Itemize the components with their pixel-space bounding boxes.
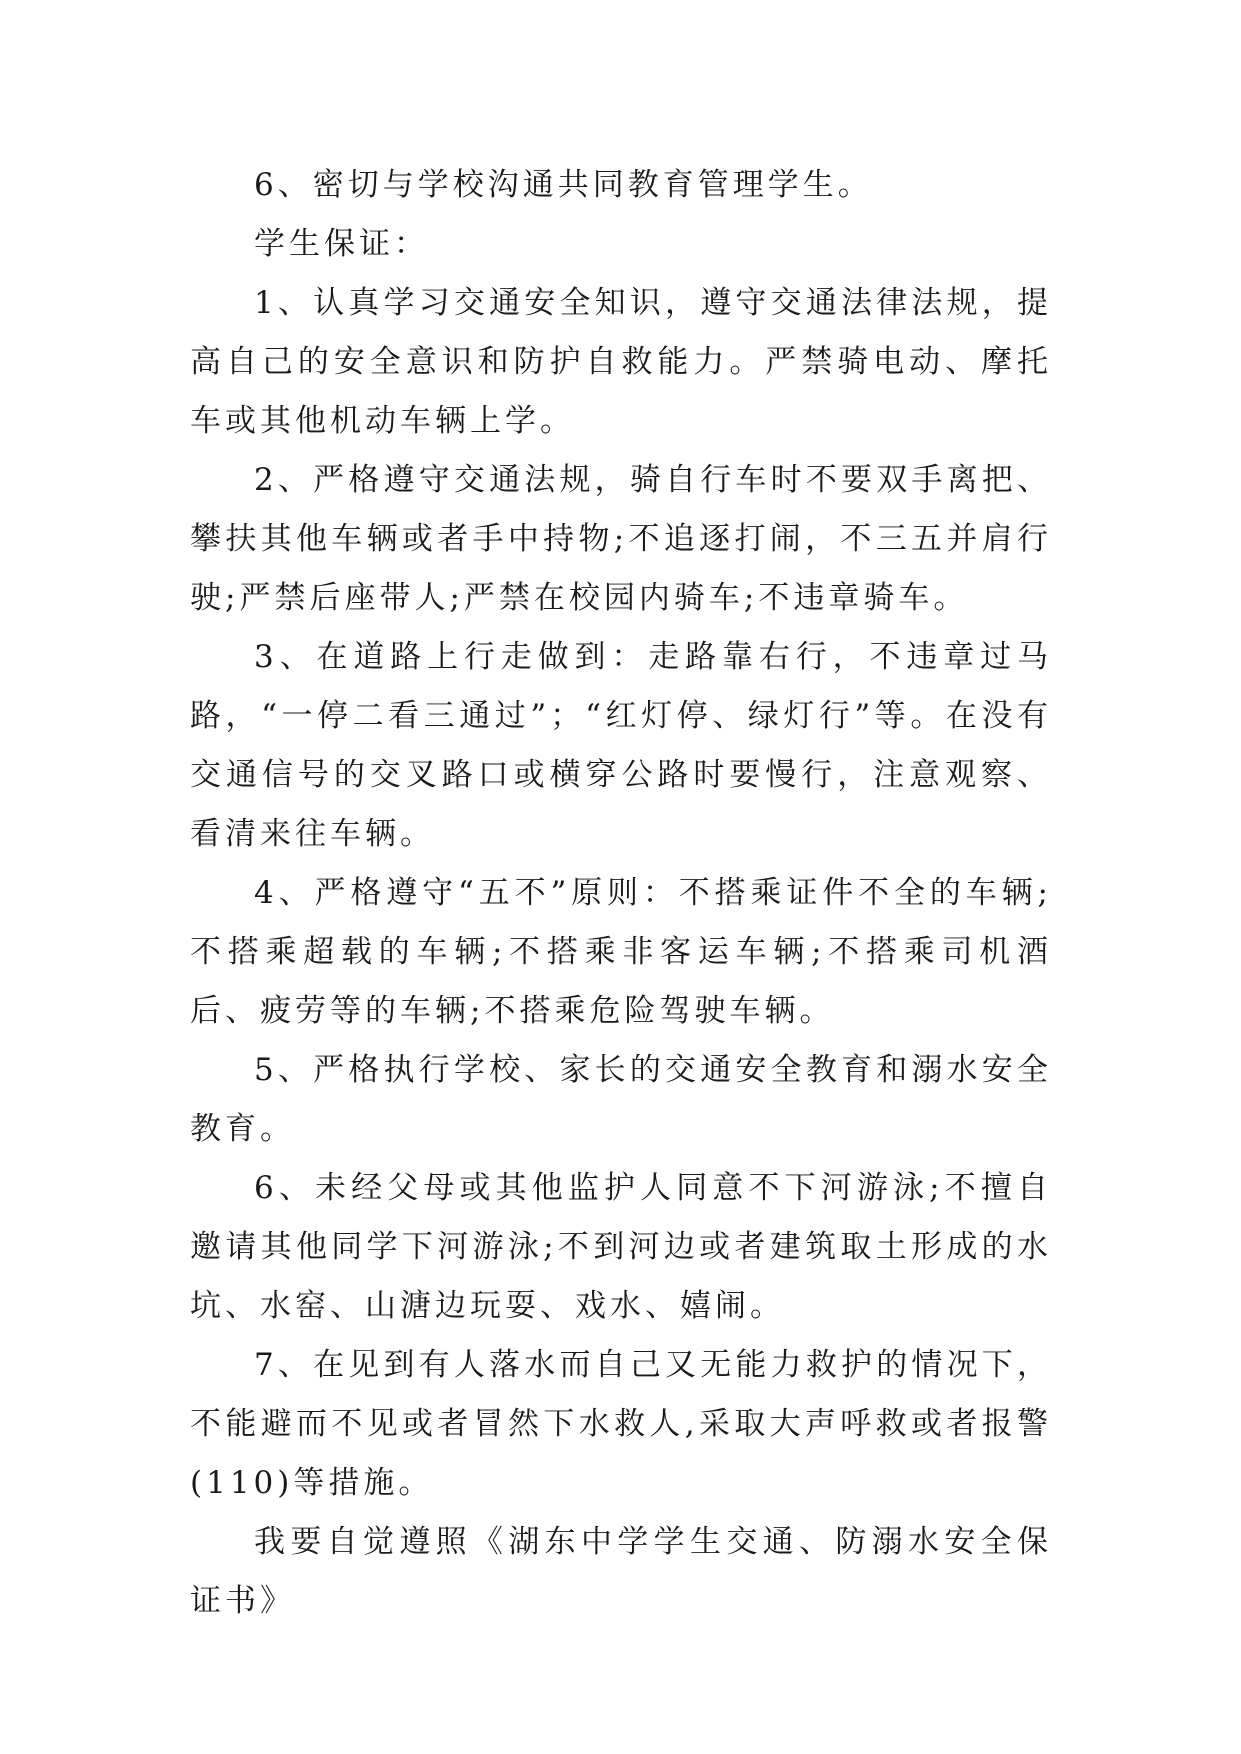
paragraph-student-item-7: 7、在见到有人落水而自己又无能力救护的情况下，不能避而不见或者冒然下水救人,采取大声呼救或者报警(110)等措施。	[190, 1347, 1052, 1501]
paragraph-closing-statement: 我要自觉遵照《湖东中学学生交通、防溺水安全保证书》	[190, 1524, 1052, 1619]
paragraph-student-item-6: 6、未经父母或其他监护人同意不下河游泳;不擅自邀请其他同学下河游泳;不到河边或者建筑取土形成的水坑、水窑、山溏边玩耍、戏水、嬉闹。	[190, 1170, 1052, 1324]
paragraph-student-item-4: 4、严格遵守“五不”原则：不搭乘证件不全的车辆;不搭乘超载的车辆;不搭乘非客运车辆;不搭乘司机酒后、疲劳等的车辆;不搭乘危险驾驶车辆。	[190, 875, 1052, 1029]
paragraph-student-item-2: 2、严格遵守交通法规，骑自行车时不要双手离把、攀扶其他车辆或者手中持物;不追逐打闹，不三五并肩行驶;严禁后座带人;严禁在校园内骑车;不违章骑车。	[190, 462, 1052, 616]
paragraph-student-item-1: 1、认真学习交通安全知识，遵守交通法律法规，提高自己的安全意识和防护自救能力。严禁骑电动、摩托车或其他机动车辆上学。	[190, 285, 1052, 439]
paragraph-student-item-5: 5、严格执行学校、家长的交通安全教育和溺水安全教育。	[190, 1052, 1052, 1147]
document-body	[190, 156, 1052, 1631]
paragraph-student-guarantee-heading: 学生保证：	[254, 226, 429, 262]
paragraph-student-item-3: 3、在道路上行走做到：走路靠右行，不违章过马路，“一停二看三通过”；“红灯停、绿灯行”等。在没有交通信号的交叉路口或横穿公路时要慢行，注意观察、看清来往车辆。	[190, 639, 1052, 852]
paragraph-parent-item-6: 6、密切与学校沟通共同教育管理学生。	[254, 167, 873, 203]
